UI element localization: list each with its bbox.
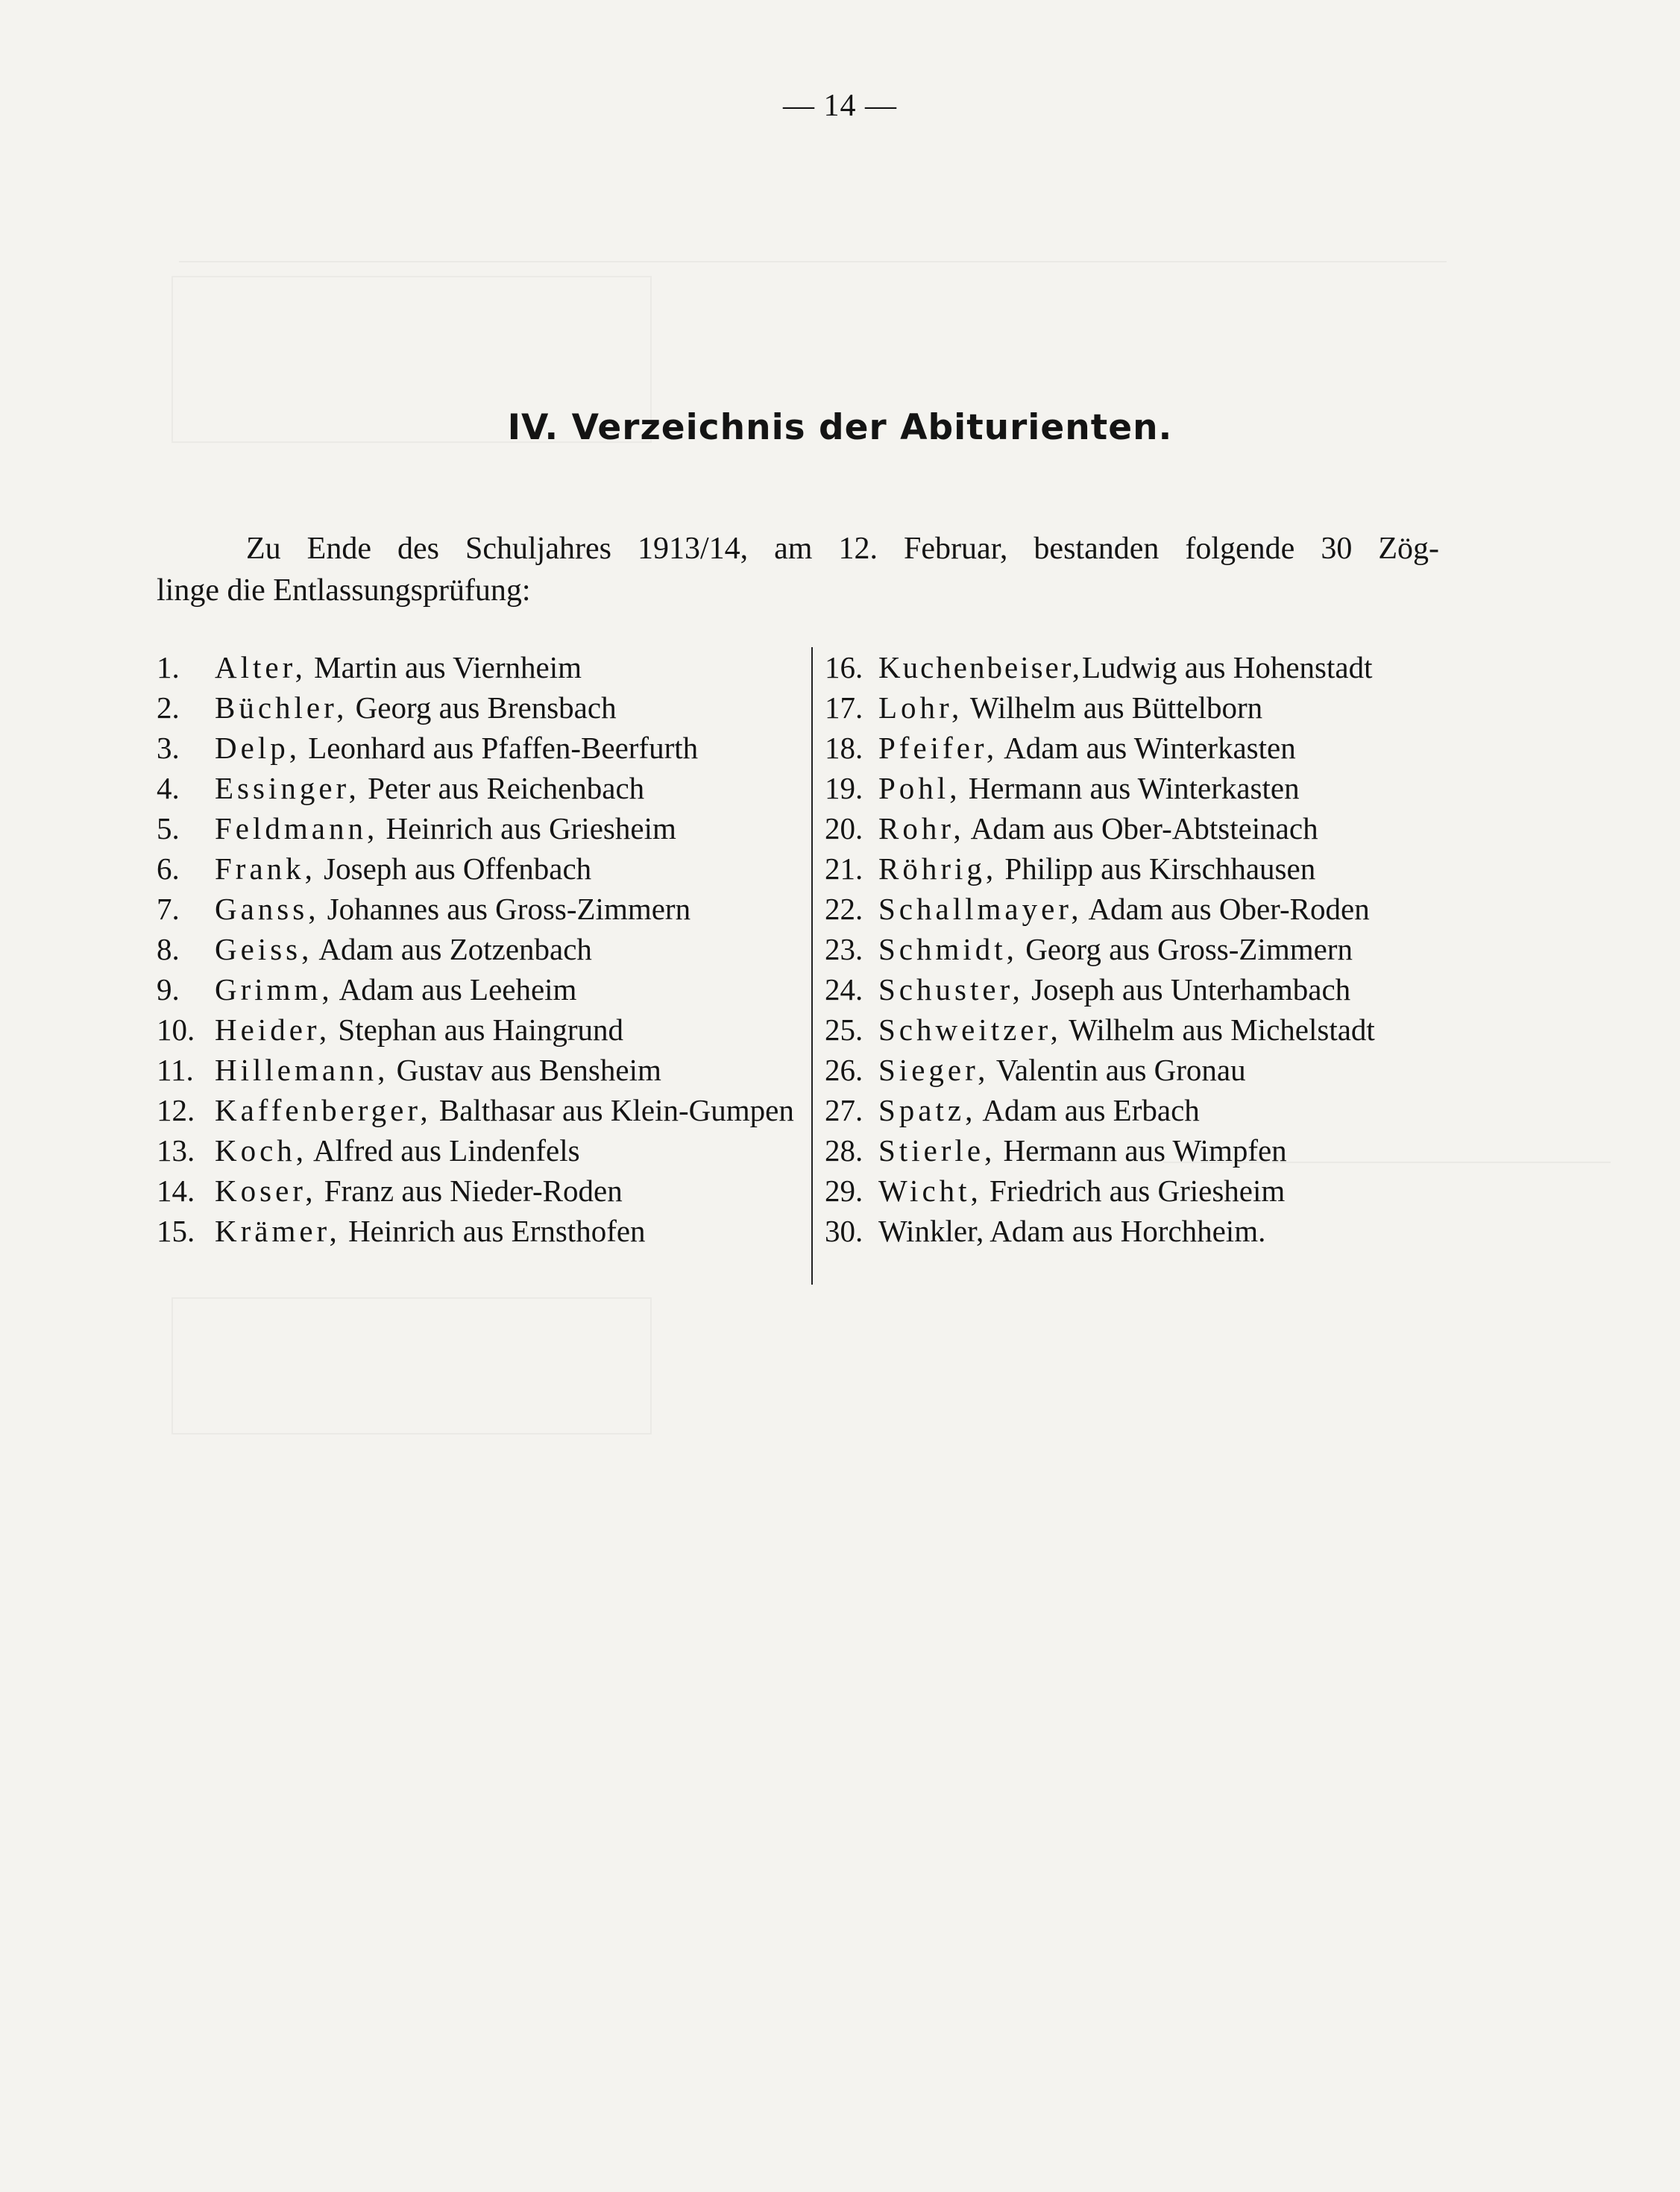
item-number: 4. (157, 771, 180, 805)
item-number: 3. (157, 731, 180, 765)
item-number: 23. (825, 932, 863, 966)
list-item (157, 808, 805, 848)
section-title: IV. Verzeichnis der Abiturienten. (507, 407, 1173, 448)
intro-paragraph (157, 528, 1439, 611)
surname: Stierle, (878, 1133, 996, 1168)
list-item (157, 889, 805, 929)
item-number: 5. (157, 811, 180, 845)
item-number: 1. (157, 650, 180, 684)
surname: Hillemann, (215, 1053, 389, 1087)
surname: Spatz, (878, 1093, 977, 1127)
surname: Koser, (215, 1174, 317, 1208)
students-list-left (157, 647, 805, 1251)
item-number: 12. (157, 1093, 195, 1127)
name-origin: Wilhelm aus Michelstadt (1061, 1012, 1375, 1047)
list-item (825, 1090, 1488, 1130)
surname: Feldmann, (215, 811, 379, 845)
item-number: 6. (157, 851, 180, 886)
surname: Sieger, (878, 1053, 990, 1087)
list-item (157, 728, 805, 768)
surname: Kaffenberger, (215, 1093, 432, 1127)
item-number: 18. (825, 731, 863, 765)
item-number: 14. (157, 1174, 195, 1208)
list-item (157, 848, 805, 889)
item-number: 8. (157, 932, 180, 966)
intro-line-2: linge die Entlassungsprüfung: (157, 573, 531, 608)
surname: Pohl, (878, 771, 961, 805)
name-origin: Peter aus Reichenbach (359, 771, 645, 805)
item-number: 19. (825, 771, 863, 805)
surname: Schweitzer, (878, 1012, 1062, 1047)
surname: Koch, (215, 1133, 308, 1168)
list-item (825, 1130, 1488, 1171)
surname: Delp, (215, 731, 301, 765)
name-origin: Martin aus Viernheim (306, 650, 582, 684)
list-item (825, 1211, 1488, 1251)
surname: Heider, (215, 1012, 331, 1047)
list-item (157, 1130, 805, 1171)
name-origin: Balthasar aus Klein-Gumpen (431, 1093, 794, 1127)
surname: Geiss, (215, 932, 313, 966)
name-origin: Adam aus Erbach (976, 1093, 1200, 1127)
surname: Röhrig, (878, 851, 998, 886)
surname: Grimm, (215, 972, 333, 1007)
name-origin: Heinrich aus Griesheim (378, 811, 676, 845)
list-item (157, 1171, 805, 1211)
surname: Schmidt, (878, 932, 1018, 966)
surname: Winkler, (878, 1214, 984, 1248)
list-item (157, 929, 805, 969)
bleed-through-line (179, 261, 1447, 262)
item-number: 10. (157, 1012, 195, 1047)
name-origin: Adam aus Winterkasten (998, 731, 1296, 765)
item-number: 24. (825, 972, 863, 1007)
name-origin: Ludwig aus Hohenstadt (1082, 650, 1373, 684)
name-origin: Adam aus Leeheim (333, 972, 577, 1007)
surname: Pfeifer, (878, 731, 998, 765)
item-number: 22. (825, 892, 863, 926)
list-item (825, 1171, 1488, 1211)
item-number: 15. (157, 1214, 195, 1248)
surname: Büchler, (215, 690, 348, 725)
surname: Schallmayer, (878, 892, 1083, 926)
list-item (157, 687, 805, 728)
list-item (825, 1010, 1488, 1050)
name-origin: Adam aus Zotzenbach (312, 932, 592, 966)
list-item (157, 768, 805, 808)
name-origin: Adam aus Ober-Roden (1082, 892, 1370, 926)
list-item (157, 1050, 805, 1090)
surname: Schuster, (878, 972, 1024, 1007)
item-number: 20. (825, 811, 863, 845)
name-origin: Leonhard aus Pfaffen-Beerfurth (300, 731, 699, 765)
item-number: 9. (157, 972, 180, 1007)
item-number: 30. (825, 1214, 863, 1248)
list-item (825, 687, 1488, 728)
surname: Rohr, (878, 811, 965, 845)
item-number: 21. (825, 851, 863, 886)
list-item (157, 1211, 805, 1251)
name-origin: Johannes aus Gross-Zimmern (319, 892, 691, 926)
list-item (157, 969, 805, 1010)
item-number: 26. (825, 1053, 863, 1087)
list-item (157, 1090, 805, 1130)
name-origin: Hermann aus Wimpfen (995, 1133, 1287, 1168)
surname: Alter, (215, 650, 306, 684)
surname: Essinger, (215, 771, 360, 805)
item-number: 16. (825, 650, 863, 684)
list-item (825, 768, 1488, 808)
name-origin: Georg aus Gross-Zimmern (1017, 932, 1353, 966)
list-item (825, 889, 1488, 929)
name-origin: Friedrich aus Griesheim (981, 1174, 1286, 1208)
name-origin: Adam aus Ober-Abtsteinach (964, 811, 1318, 845)
name-origin: Stephan aus Haingrund (330, 1012, 624, 1047)
list-item (825, 647, 1488, 687)
name-origin: Joseph aus Unterhambach (1023, 972, 1351, 1007)
intro-line-1: Zu Ende des Schuljahres 1913/14, am 12. Februar, bestanden folgende 30 Zög- (246, 532, 1439, 566)
list-item (825, 969, 1488, 1010)
name-origin: Adam aus Horchheim. (984, 1214, 1266, 1248)
name-origin: Franz aus Nieder-Roden (316, 1174, 623, 1208)
list-item (825, 728, 1488, 768)
name-origin: Hermann aus Winterkasten (960, 771, 1300, 805)
item-number: 13. (157, 1133, 195, 1168)
surname: Kuchenbeiser, (878, 650, 1083, 684)
surname: Frank, (215, 851, 316, 886)
page-number: — 14 — (783, 89, 897, 123)
name-origin: Joseph aus Offenbach (315, 851, 592, 886)
bleed-through-table (172, 1297, 652, 1434)
list-item (825, 808, 1488, 848)
surname: Wicht, (878, 1174, 982, 1208)
name-origin: Philipp aus Kirschhausen (997, 851, 1316, 886)
item-number: 11. (157, 1053, 194, 1087)
item-number: 7. (157, 892, 180, 926)
column-divider (811, 647, 813, 1285)
surname: Ganss, (215, 892, 320, 926)
surname: Krämer, (215, 1214, 341, 1248)
item-number: 25. (825, 1012, 863, 1047)
item-number: 27. (825, 1093, 863, 1127)
list-item (157, 647, 805, 687)
name-origin: Georg aus Brensbach (347, 690, 617, 725)
name-origin: Wilhelm aus Büttelborn (963, 690, 1263, 725)
surname: Lohr, (878, 690, 963, 725)
list-item (825, 848, 1488, 889)
name-origin: Gustav aus Bensheim (388, 1053, 661, 1087)
list-item (825, 1050, 1488, 1090)
item-number: 29. (825, 1174, 863, 1208)
name-origin: Heinrich aus Ernsthofen (340, 1214, 646, 1248)
item-number: 2. (157, 690, 180, 725)
item-number: 17. (825, 690, 863, 725)
name-origin: Alfred aus Lindenfels (307, 1133, 580, 1168)
name-origin: Valentin aus Gronau (989, 1053, 1246, 1087)
list-item (825, 929, 1488, 969)
item-number: 28. (825, 1133, 863, 1168)
students-list-right (825, 647, 1488, 1251)
list-item (157, 1010, 805, 1050)
